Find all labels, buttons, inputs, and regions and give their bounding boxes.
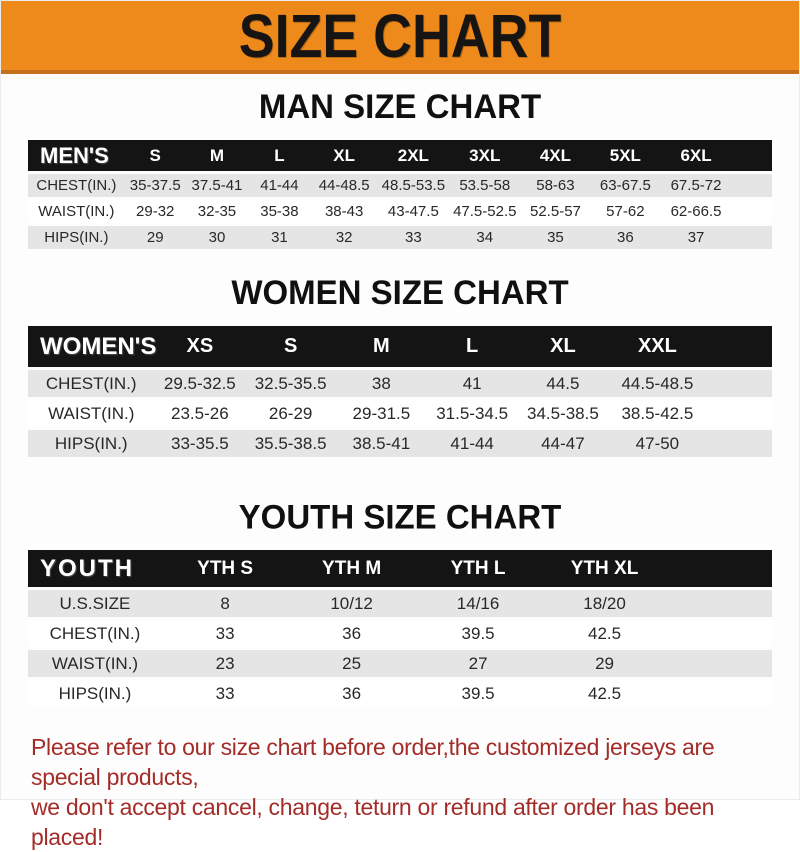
row-spacer-cell <box>732 226 772 249</box>
size-value: 48.5-53.5 <box>378 174 449 197</box>
disclaimer <box>1 732 799 852</box>
row-label: CHEST(IN.) <box>28 174 125 197</box>
women-size-table <box>28 323 772 460</box>
page-title: SIZE CHART <box>238 0 562 71</box>
size-value: 29 <box>541 650 667 677</box>
size-value: 41 <box>427 370 518 397</box>
row-label: CHEST(IN.) <box>28 370 154 397</box>
size-value: 38 <box>336 370 427 397</box>
column-header: XS <box>154 326 245 367</box>
size-value: 63-67.5 <box>590 174 660 197</box>
size-value: 10/12 <box>288 590 414 617</box>
column-header: 2XL <box>378 140 449 171</box>
section-youth <box>1 460 799 710</box>
table-row <box>28 650 772 677</box>
header-spacer-cell <box>668 550 772 587</box>
size-value: 32-35 <box>186 200 248 223</box>
size-value: 41-44 <box>427 430 518 457</box>
size-value: 38-43 <box>311 200 378 223</box>
women-section-heading: WOMEN SIZE CHART <box>231 272 569 312</box>
size-value: 37.5-41 <box>186 174 248 197</box>
size-value: 25 <box>288 650 414 677</box>
size-value: 43-47.5 <box>378 200 449 223</box>
table-row <box>28 226 772 249</box>
size-value: 47-50 <box>608 430 706 457</box>
section-women <box>1 252 799 460</box>
size-value: 18/20 <box>541 590 667 617</box>
row-spacer-cell <box>707 400 773 427</box>
size-value: 35.5-38.5 <box>245 430 336 457</box>
header-spacer-cell <box>707 326 773 367</box>
size-value: 42.5 <box>541 680 667 707</box>
column-header: 5XL <box>590 140 660 171</box>
row-spacer-cell <box>732 200 772 223</box>
size-value: 44.5-48.5 <box>608 370 706 397</box>
size-value: 35-37.5 <box>125 174 186 197</box>
row-spacer-cell <box>707 430 773 457</box>
youth-table-header-row <box>28 550 772 587</box>
youth-size-table <box>28 547 772 710</box>
size-value: 29.5-32.5 <box>154 370 245 397</box>
size-value: 67.5-72 <box>660 174 731 197</box>
row-spacer-cell <box>668 620 772 647</box>
banner <box>1 1 799 74</box>
column-header: S <box>125 140 186 171</box>
table-header-label: WOMEN'S <box>28 326 154 367</box>
row-label: HIPS(IN.) <box>28 226 125 249</box>
size-value: 58-63 <box>520 174 590 197</box>
row-spacer-cell <box>732 174 772 197</box>
column-header: L <box>427 326 518 367</box>
row-spacer-cell <box>668 680 772 707</box>
column-header: 4XL <box>520 140 590 171</box>
table-header-label: MEN'S <box>28 140 125 171</box>
size-value: 53.5-58 <box>449 174 520 197</box>
row-label: U.S.SIZE <box>28 590 162 617</box>
row-spacer-cell <box>668 590 772 617</box>
size-value: 33-35.5 <box>154 430 245 457</box>
size-value: 29 <box>125 226 186 249</box>
size-value: 44-47 <box>518 430 609 457</box>
table-row <box>28 680 772 707</box>
size-value: 32.5-35.5 <box>245 370 336 397</box>
table-row <box>28 200 772 223</box>
size-value: 33 <box>378 226 449 249</box>
size-value: 36 <box>288 620 414 647</box>
disclaimer-line-1: Please refer to our size chart before order,the customized jerseys are special products, <box>31 734 715 790</box>
size-value: 34.5-38.5 <box>518 400 609 427</box>
size-value: 33 <box>162 680 288 707</box>
women-table-header-row <box>28 326 772 367</box>
size-value: 26-29 <box>245 400 336 427</box>
size-value: 31.5-34.5 <box>427 400 518 427</box>
size-value: 8 <box>162 590 288 617</box>
size-value: 41-44 <box>248 174 310 197</box>
size-value: 44.5 <box>518 370 609 397</box>
size-value: 29-31.5 <box>336 400 427 427</box>
row-label: HIPS(IN.) <box>28 430 154 457</box>
men-section-heading: MAN SIZE CHART <box>258 86 542 126</box>
size-value: 23.5-26 <box>154 400 245 427</box>
size-value: 36 <box>590 226 660 249</box>
size-value: 39.5 <box>415 680 541 707</box>
size-value: 23 <box>162 650 288 677</box>
table-row <box>28 370 772 397</box>
column-header: YTH S <box>162 550 288 587</box>
column-header: L <box>248 140 310 171</box>
size-value: 30 <box>186 226 248 249</box>
column-header: YTH L <box>415 550 541 587</box>
table-row <box>28 430 772 457</box>
table-row <box>28 174 772 197</box>
column-header: M <box>186 140 248 171</box>
table-header-label: YOUTH <box>28 550 162 587</box>
row-spacer-cell <box>707 370 773 397</box>
size-value: 35 <box>520 226 590 249</box>
disclaimer-line-2: we don't accept cancel, change, teturn or refund after order has been placed! <box>31 794 715 850</box>
column-header: M <box>336 326 427 367</box>
column-header: 3XL <box>449 140 520 171</box>
row-label: HIPS(IN.) <box>28 680 162 707</box>
size-value: 29-32 <box>125 200 186 223</box>
men-size-table <box>28 137 772 252</box>
column-header: XXL <box>608 326 706 367</box>
column-header: XL <box>518 326 609 367</box>
size-value: 62-66.5 <box>660 200 731 223</box>
table-row <box>28 620 772 647</box>
size-value: 42.5 <box>541 620 667 647</box>
table-row <box>28 590 772 617</box>
row-label: WAIST(IN.) <box>28 400 154 427</box>
size-value: 38.5-41 <box>336 430 427 457</box>
size-value: 39.5 <box>415 620 541 647</box>
size-value: 27 <box>415 650 541 677</box>
row-spacer-cell <box>668 650 772 677</box>
youth-section-heading: YOUTH SIZE CHART <box>238 496 562 536</box>
column-header: YTH XL <box>541 550 667 587</box>
size-value: 36 <box>288 680 414 707</box>
size-value: 35-38 <box>248 200 310 223</box>
men-table-header-row <box>28 140 772 171</box>
size-value: 47.5-52.5 <box>449 200 520 223</box>
section-men <box>1 74 799 252</box>
size-value: 34 <box>449 226 520 249</box>
size-value: 57-62 <box>590 200 660 223</box>
size-value: 31 <box>248 226 310 249</box>
header-spacer-cell <box>732 140 772 171</box>
size-value: 52.5-57 <box>520 200 590 223</box>
table-row <box>28 400 772 427</box>
size-value: 38.5-42.5 <box>608 400 706 427</box>
size-value: 44-48.5 <box>311 174 378 197</box>
size-value: 32 <box>311 226 378 249</box>
column-header: YTH M <box>288 550 414 587</box>
row-label: WAIST(IN.) <box>28 650 162 677</box>
column-header: 6XL <box>660 140 731 171</box>
size-value: 37 <box>660 226 731 249</box>
row-label: WAIST(IN.) <box>28 200 125 223</box>
size-value: 33 <box>162 620 288 647</box>
column-header: XL <box>311 140 378 171</box>
row-label: CHEST(IN.) <box>28 620 162 647</box>
size-value: 14/16 <box>415 590 541 617</box>
column-header: S <box>245 326 336 367</box>
